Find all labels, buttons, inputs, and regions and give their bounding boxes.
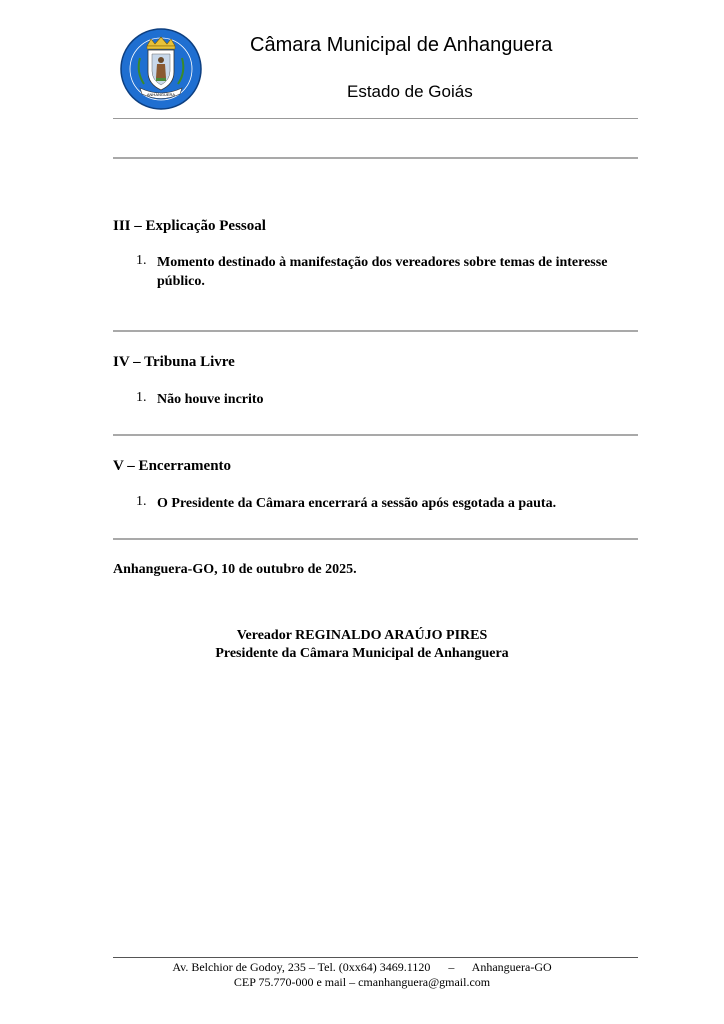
municipal-seal bbox=[120, 28, 202, 110]
header-subtitle: Estado de Goiás bbox=[347, 82, 473, 101]
item-text: Momento destinado à manifestação dos vereadores sobre temas de interesse público. bbox=[157, 255, 608, 289]
divider bbox=[113, 118, 638, 119]
divider bbox=[113, 434, 638, 436]
divider bbox=[113, 330, 638, 332]
section-title: IV – Tribuna Livre bbox=[113, 354, 235, 370]
seal-ribbon-text: ANHANGUERA bbox=[146, 92, 176, 97]
divider bbox=[113, 157, 638, 159]
date-line: Anhanguera-GO, 10 de outubro de 2025. bbox=[113, 562, 357, 577]
item-number: 1. bbox=[136, 494, 147, 509]
item-text: Não houve incrito bbox=[157, 392, 264, 407]
divider bbox=[113, 538, 638, 540]
signature-role: Presidente da Câmara Municipal de Anhanguera bbox=[215, 646, 509, 661]
item-number: 1. bbox=[136, 390, 147, 405]
item-number: 1. bbox=[136, 253, 147, 268]
item-text: O Presidente da Câmara encerrará a sessão após esgotada a pauta. bbox=[157, 496, 557, 511]
section-title: III – Explicação Pessoal bbox=[113, 218, 266, 234]
signature-name: Vereador REGINALDO ARAÚJO PIRES bbox=[236, 628, 488, 643]
section-title: V – Encerramento bbox=[113, 458, 232, 474]
footer-address: Av. Belchior de Godoy, 235 – Tel. (0xx64) 3469.1120 – Anhanguera-GO bbox=[172, 960, 552, 974]
footer-divider bbox=[113, 957, 638, 958]
footer-contact: CEP 75.770-000 e mail – cmanhanguera@gmail.com bbox=[233, 975, 491, 989]
header-title: Câmara Municipal de Anhanguera bbox=[250, 34, 553, 56]
coat-of-arms-icon bbox=[120, 28, 202, 110]
